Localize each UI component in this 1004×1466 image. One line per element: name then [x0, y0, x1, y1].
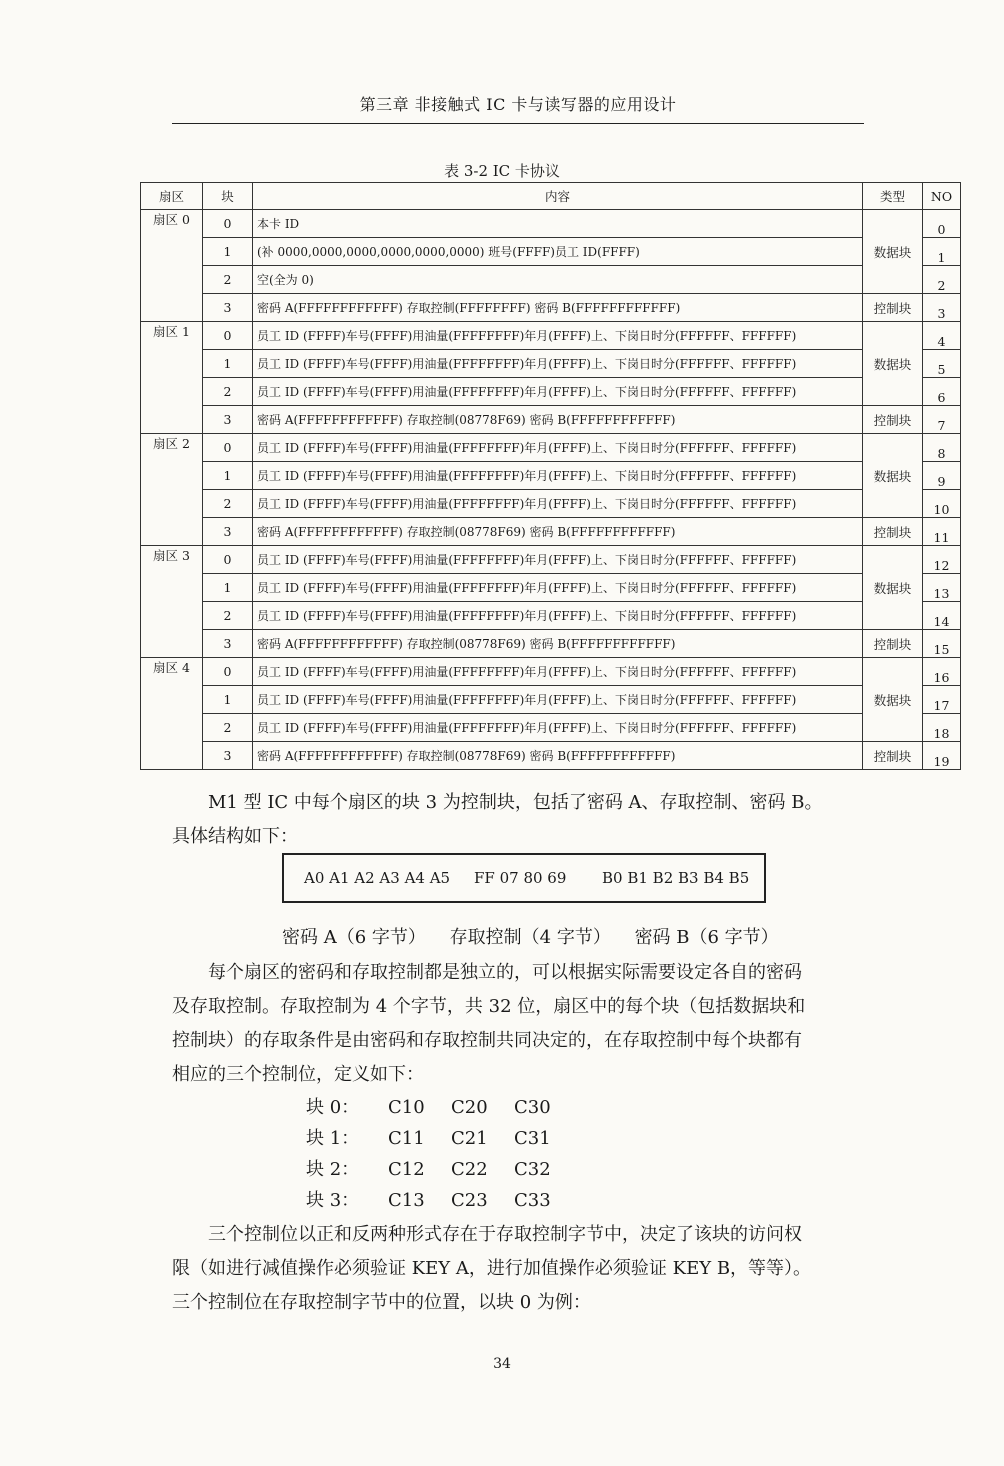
block-cell: 2: [203, 378, 253, 406]
bits-row: [306, 1185, 577, 1216]
bit-c1: C12: [388, 1159, 425, 1180]
no-cell: 9: [923, 462, 961, 490]
sector-cell: 扇区 0: [141, 210, 203, 322]
block-cell: 1: [203, 238, 253, 266]
block-cell: 1: [203, 350, 253, 378]
content-cell: 密码 A(FFFFFFFFFFFF) 存取控制(08778F69) 密码 B(FFFFFFFFFFFF): [253, 630, 863, 658]
bit-c2: C20: [451, 1097, 488, 1118]
type-cell: 控制块: [863, 630, 923, 658]
control-block-structure-box: [282, 853, 766, 903]
content-cell: 员工 ID (FFFF)车号(FFFF)用油量(FFFFFFFF)年月(FFFF)上、下岗日时分(FFFFFF、FFFFFF): [253, 714, 863, 742]
header-type: 类型: [863, 183, 923, 210]
page-number: 34: [493, 1356, 511, 1372]
table-row: [141, 462, 961, 490]
table-row: [141, 490, 961, 518]
intro-line-2: 具体结构如下：: [172, 826, 298, 847]
type-cell: 数据块: [863, 210, 923, 294]
type-cell: 控制块: [863, 294, 923, 322]
block-cell: 0: [203, 210, 253, 238]
content-cell: 员工 ID (FFFF)车号(FFFF)用油量(FFFFFFFF)年月(FFFF)上、下岗日时分(FFFFFF、FFFFFF): [253, 322, 863, 350]
key-b-bytes: B0 B1 B2 B3 B4 B5: [602, 869, 750, 887]
key-a-bytes: A0 A1 A2 A3 A4 A5: [304, 869, 451, 887]
block-cell: 0: [203, 658, 253, 686]
para3-line-3: 三个控制位在存取控制字节中的位置，以块 0 为例：: [172, 1292, 591, 1313]
block-cell: 3: [203, 742, 253, 770]
content-cell: 员工 ID (FFFF)车号(FFFF)用油量(FFFFFFFF)年月(FFFF)上、下岗日时分(FFFFFF、FFFFFF): [253, 686, 863, 714]
ic-card-protocol-table: [140, 182, 961, 770]
bit-c3: C30: [514, 1097, 551, 1118]
content-cell: 员工 ID (FFFF)车号(FFFF)用油量(FFFFFFFF)年月(FFFF)上、下岗日时分(FFFFFF、FFFFFF): [253, 602, 863, 630]
table-row: [141, 518, 961, 546]
type-cell: 控制块: [863, 406, 923, 434]
table-caption: 表 3-2 IC 卡协议: [444, 162, 560, 180]
sector-cell: 扇区 1: [141, 322, 203, 434]
table-row: [141, 574, 961, 602]
header-block: 块: [203, 183, 253, 210]
bit-c3: C31: [514, 1128, 551, 1149]
content-cell: 员工 ID (FFFF)车号(FFFF)用油量(FFFFFFFF)年月(FFFF)上、下岗日时分(FFFFFF、FFFFFF): [253, 490, 863, 518]
no-cell: 18: [923, 714, 961, 742]
bits-row: [306, 1123, 577, 1154]
block-cell: 2: [203, 714, 253, 742]
bits-row-label: 块 0：: [306, 1097, 360, 1118]
table-row: [141, 602, 961, 630]
no-cell: 19: [923, 742, 961, 770]
table-row: [141, 406, 961, 434]
content-cell: 密码 A(FFFFFFFFFFFF) 存取控制(08778F69) 密码 B(FFFFFFFFFFFF): [253, 406, 863, 434]
content-cell: 员工 ID (FFFF)车号(FFFF)用油量(FFFFFFFF)年月(FFFF)上、下岗日时分(FFFFFF、FFFFFF): [253, 378, 863, 406]
no-cell: 1: [923, 238, 961, 266]
control-bits-paragraph: [172, 1218, 862, 1320]
bits-row: [306, 1092, 577, 1123]
table-row: [141, 238, 961, 266]
bit-c2: C21: [451, 1128, 488, 1149]
block-cell: 3: [203, 294, 253, 322]
type-cell: 数据块: [863, 546, 923, 630]
no-cell: 17: [923, 686, 961, 714]
content-cell: 空(全为 0): [253, 266, 863, 294]
caption-key-a: 密码 A（6 字节）: [282, 927, 426, 948]
content-cell: 员工 ID (FFFF)车号(FFFF)用油量(FFFFFFFF)年月(FFFF)上、下岗日时分(FFFFFF、FFFFFF): [253, 350, 863, 378]
header-sector: 扇区: [141, 183, 203, 210]
control-bits-list: [306, 1092, 577, 1216]
table-row: [141, 266, 961, 294]
no-cell: 11: [923, 518, 961, 546]
type-cell: 控制块: [863, 742, 923, 770]
no-cell: 14: [923, 602, 961, 630]
content-cell: 密码 A(FFFFFFFFFFFF) 存取控制(08778F69) 密码 B(FFFFFFFFFFFF): [253, 518, 863, 546]
table-row: [141, 546, 961, 574]
table-row: [141, 434, 961, 462]
no-cell: 15: [923, 630, 961, 658]
block-cell: 3: [203, 518, 253, 546]
header-content: 内容: [253, 183, 863, 210]
content-cell: 员工 ID (FFFF)车号(FFFF)用油量(FFFFFFFF)年月(FFFF)上、下岗日时分(FFFFFF、FFFFFF): [253, 658, 863, 686]
table-header-row: [141, 183, 961, 210]
para3-line-1: 三个控制位以正和反两种形式存在于存取控制字节中，决定了该块的访问权: [172, 1224, 802, 1245]
table-body: [141, 210, 961, 770]
type-cell: 控制块: [863, 518, 923, 546]
para2-line-2: 及存取控制。存取控制为 4 个字节，共 32 位，扇区中的每个块（包括数据块和: [172, 996, 806, 1017]
table-row: [141, 630, 961, 658]
type-cell: 数据块: [863, 658, 923, 742]
content-cell: 员工 ID (FFFF)车号(FFFF)用油量(FFFFFFFF)年月(FFFF)上、下岗日时分(FFFFFF、FFFFFF): [253, 434, 863, 462]
caption-key-b: 密码 B（6 字节）: [634, 927, 779, 948]
bit-c2: C22: [451, 1159, 488, 1180]
block-cell: 1: [203, 462, 253, 490]
content-cell: (补 0000,0000,0000,0000,0000,0000) 班号(FFFF)员工 ID(FFFF): [253, 238, 863, 266]
sector-cell: 扇区 2: [141, 434, 203, 546]
intro-paragraph: [172, 786, 862, 854]
block-cell: 0: [203, 434, 253, 462]
table-row: [141, 658, 961, 686]
bits-row: [306, 1154, 577, 1185]
bits-row-label: 块 3：: [306, 1190, 360, 1211]
bits-row-label: 块 2：: [306, 1159, 360, 1180]
table-row: [141, 350, 961, 378]
table-row: [141, 686, 961, 714]
table-row: [141, 378, 961, 406]
bit-c1: C10: [388, 1097, 425, 1118]
content-cell: 密码 A(FFFFFFFFFFFF) 存取控制(08778F69) 密码 B(FFFFFFFFFFFF): [253, 742, 863, 770]
block-cell: 2: [203, 602, 253, 630]
content-cell: 密码 A(FFFFFFFFFFFF) 存取控制(FFFFFFFF) 密码 B(FFFFFFFFFFFF): [253, 294, 863, 322]
content-cell: 员工 ID (FFFF)车号(FFFF)用油量(FFFFFFFF)年月(FFFF)上、下岗日时分(FFFFFF、FFFFFF): [253, 546, 863, 574]
intro-line-1: M1 型 IC 中每个扇区的块 3 为控制块，包括了密码 A、存取控制、密码 B。: [208, 792, 823, 813]
header-no: NO: [923, 183, 961, 210]
no-cell: 13: [923, 574, 961, 602]
block-cell: 1: [203, 686, 253, 714]
content-cell: 本卡 ID: [253, 210, 863, 238]
table-row: [141, 210, 961, 238]
para3-line-2: 限（如进行减值操作必须验证 KEY A，进行加值操作必须验证 KEY B，等等）。: [172, 1258, 812, 1279]
no-cell: 6: [923, 378, 961, 406]
block-cell: 1: [203, 574, 253, 602]
no-cell: 12: [923, 546, 961, 574]
para2-line-3: 控制块）的存取条件是由密码和存取控制共同决定的，在存取控制中每个块都有: [172, 1030, 802, 1051]
access-control-bytes: FF 07 80 69: [474, 869, 567, 887]
content-cell: 员工 ID (FFFF)车号(FFFF)用油量(FFFFFFFF)年月(FFFF)上、下岗日时分(FFFFFF、FFFFFF): [253, 462, 863, 490]
type-cell: 数据块: [863, 322, 923, 406]
block-cell: 3: [203, 630, 253, 658]
para2-line-4: 相应的三个控制位，定义如下：: [172, 1064, 424, 1085]
no-cell: 2: [923, 266, 961, 294]
structure-caption: [282, 923, 797, 949]
sector-cell: 扇区 4: [141, 658, 203, 770]
table-row: [141, 322, 961, 350]
type-cell: 数据块: [863, 434, 923, 518]
no-cell: 8: [923, 434, 961, 462]
block-cell: 2: [203, 266, 253, 294]
no-cell: 5: [923, 350, 961, 378]
caption-access: 存取控制（4 字节）: [449, 927, 611, 948]
bit-c3: C32: [514, 1159, 551, 1180]
page-header: 第三章 非接触式 IC 卡与读写器的应用设计: [172, 92, 864, 124]
no-cell: 10: [923, 490, 961, 518]
no-cell: 3: [923, 294, 961, 322]
block-cell: 0: [203, 322, 253, 350]
bit-c1: C13: [388, 1190, 425, 1211]
block-cell: 0: [203, 546, 253, 574]
sector-cell: 扇区 3: [141, 546, 203, 658]
bit-c3: C33: [514, 1190, 551, 1211]
no-cell: 7: [923, 406, 961, 434]
access-control-paragraph: [172, 956, 862, 1092]
para2-line-1: 每个扇区的密码和存取控制都是独立的，可以根据实际需要设定各自的密码: [172, 962, 802, 983]
bits-row-label: 块 1：: [306, 1128, 360, 1149]
block-cell: 2: [203, 490, 253, 518]
block-cell: 3: [203, 406, 253, 434]
table-row: [141, 714, 961, 742]
content-cell: 员工 ID (FFFF)车号(FFFF)用油量(FFFFFFFF)年月(FFFF)上、下岗日时分(FFFFFF、FFFFFF): [253, 574, 863, 602]
bit-c2: C23: [451, 1190, 488, 1211]
no-cell: 4: [923, 322, 961, 350]
bit-c1: C11: [388, 1128, 425, 1149]
no-cell: 16: [923, 658, 961, 686]
table-row: [141, 294, 961, 322]
table-row: [141, 742, 961, 770]
no-cell: 0: [923, 210, 961, 238]
